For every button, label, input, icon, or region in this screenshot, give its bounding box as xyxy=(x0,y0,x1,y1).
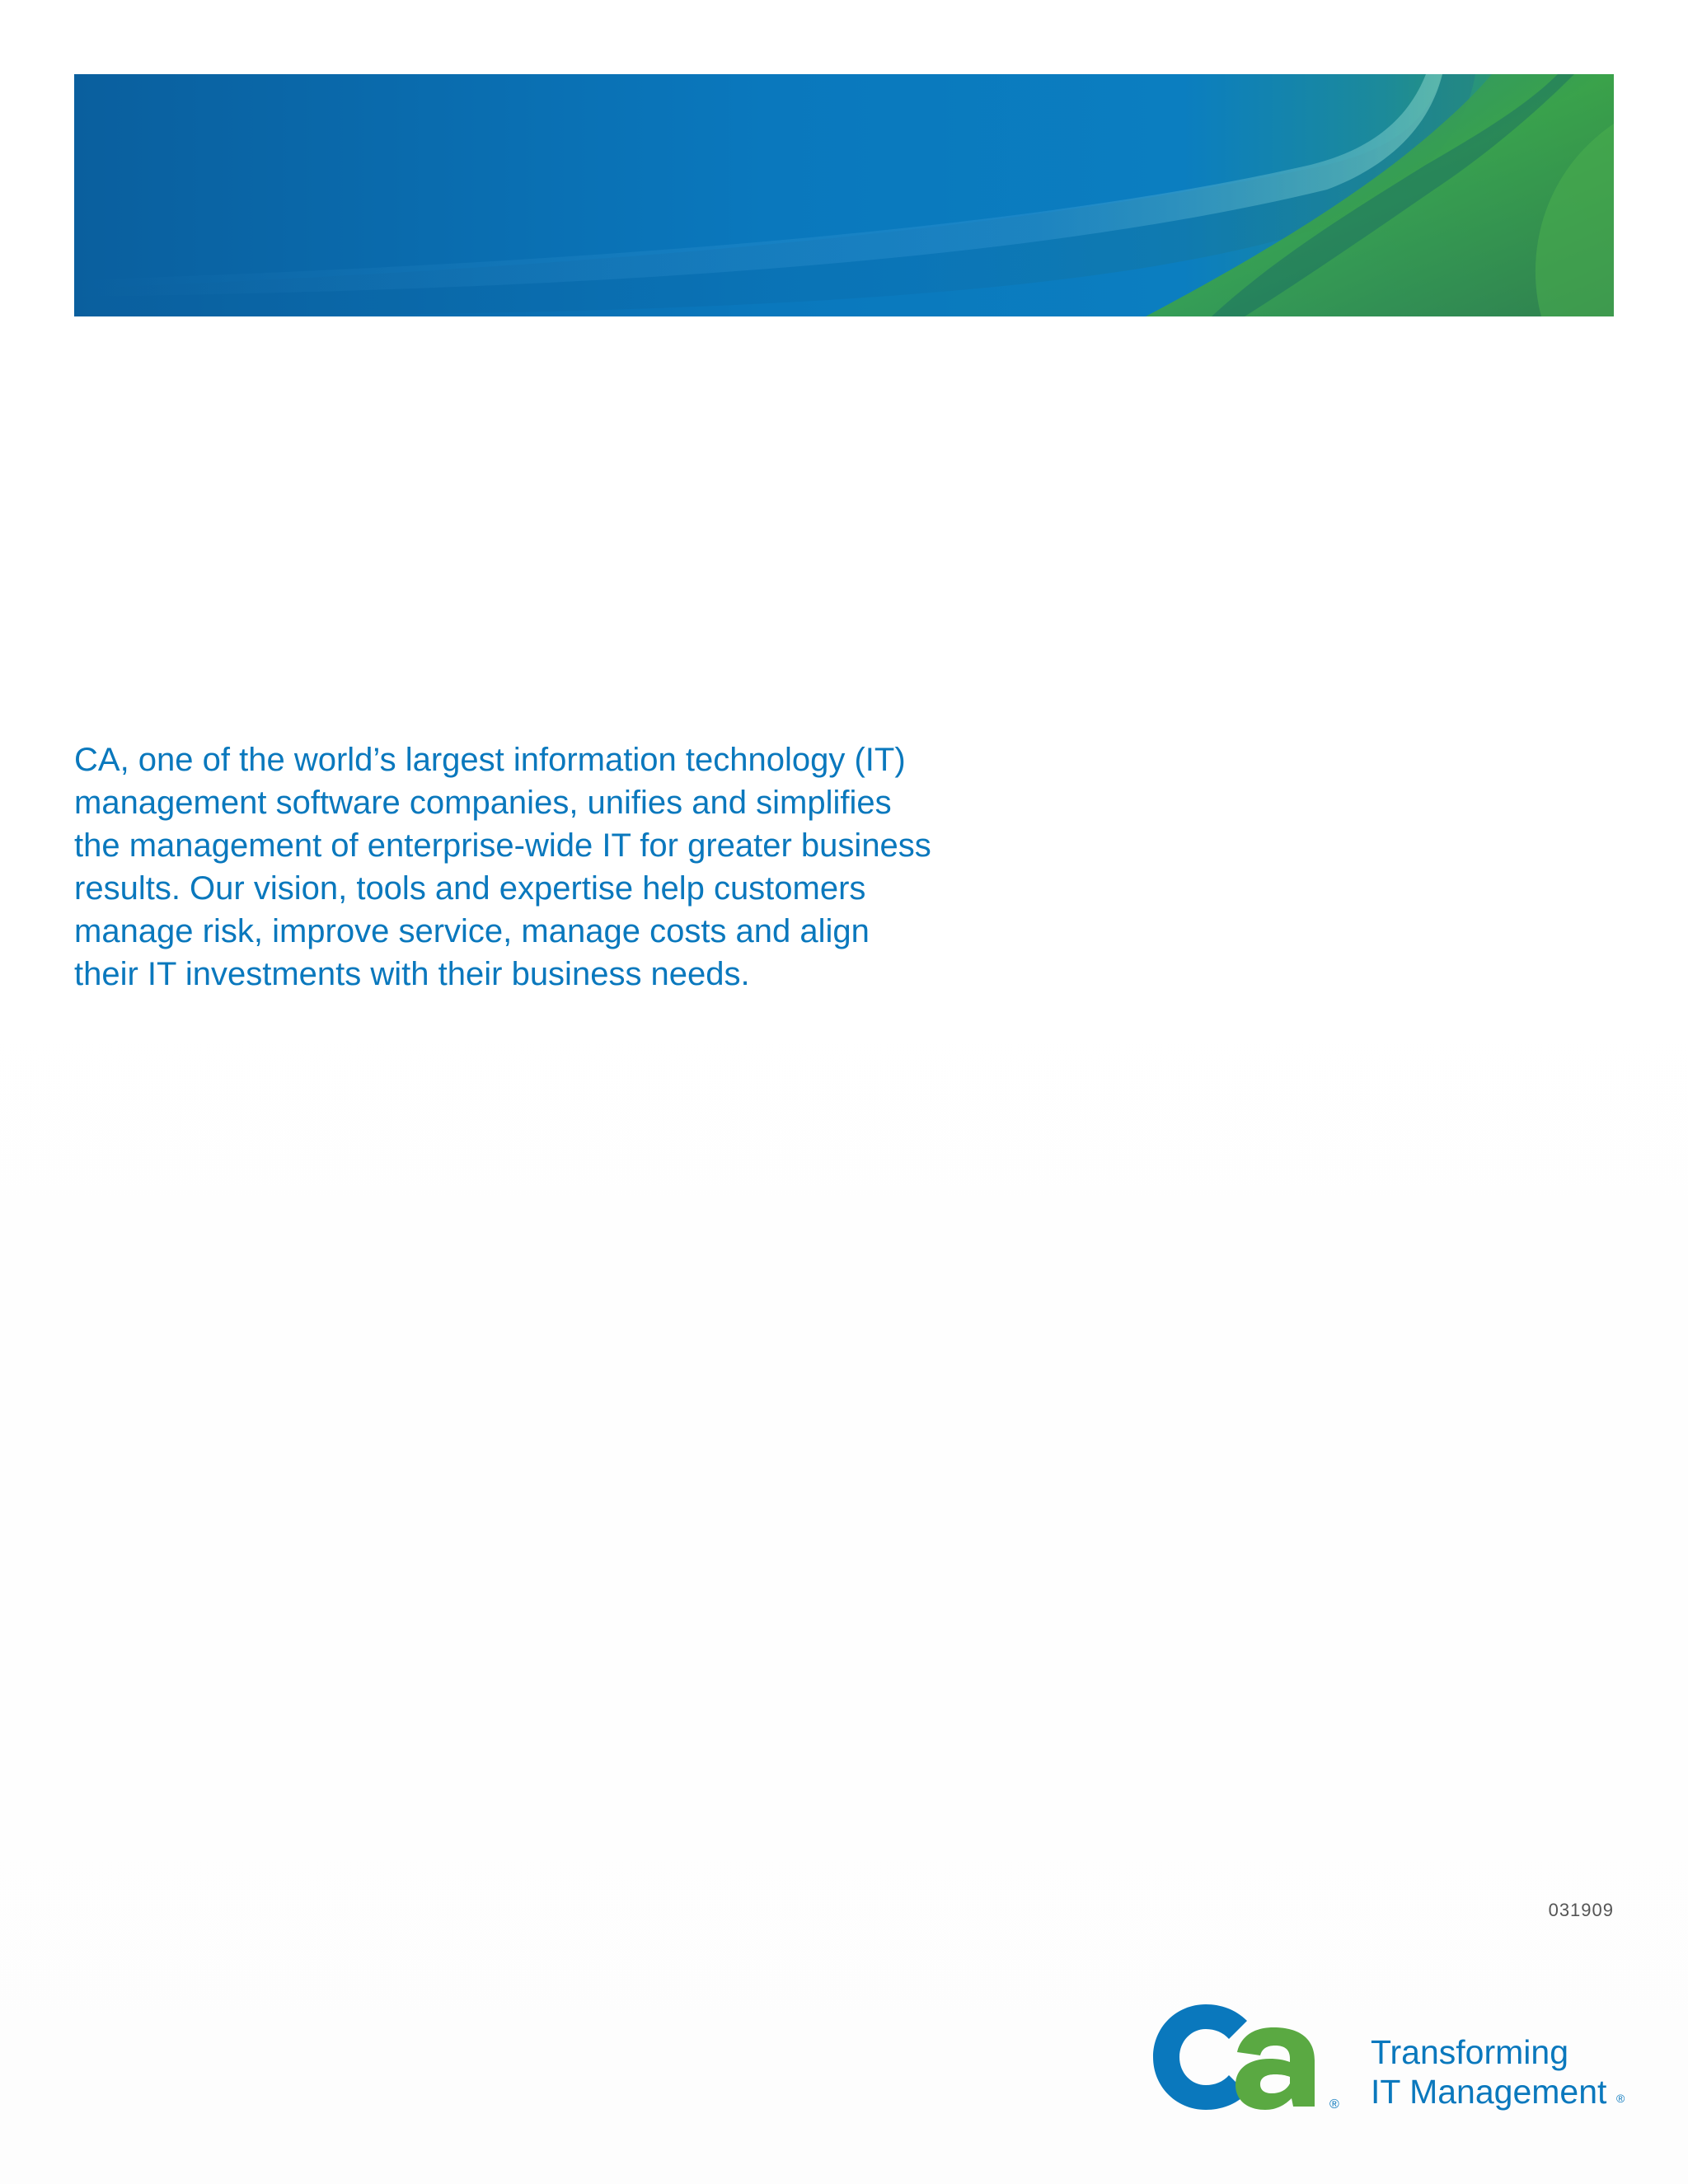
company-description xyxy=(74,738,1022,996)
tagline-line-1: Transforming xyxy=(1371,2033,1568,2071)
description-line: management software companies, unifies and simplifies xyxy=(74,785,892,821)
tagline-registered-mark: ® xyxy=(1616,2092,1625,2105)
description-line: manage risk, improve service, manage costs and align xyxy=(74,913,870,949)
document-code: 031909 xyxy=(1548,1900,1614,1920)
tagline xyxy=(1371,2032,1606,2111)
tagline-line-2: IT Management xyxy=(1371,2073,1607,2111)
logo-registered-mark: ® xyxy=(1329,2097,1339,2111)
description-line: CA, one of the world’s largest information technology (IT) xyxy=(74,742,906,778)
description-line: their IT investments with their business needs. xyxy=(74,956,750,992)
description-line: results. Our vision, tools and expertise help customers xyxy=(74,870,866,907)
banner-graphic xyxy=(74,74,1614,316)
ca-logo-graphic xyxy=(1150,1994,1348,2118)
ca-logo-mark xyxy=(1150,1994,1348,2118)
description-line: the management of enterprise-wide IT for greater business xyxy=(74,827,931,864)
header-banner xyxy=(74,74,1614,316)
footer-logo xyxy=(1150,1994,1628,2118)
